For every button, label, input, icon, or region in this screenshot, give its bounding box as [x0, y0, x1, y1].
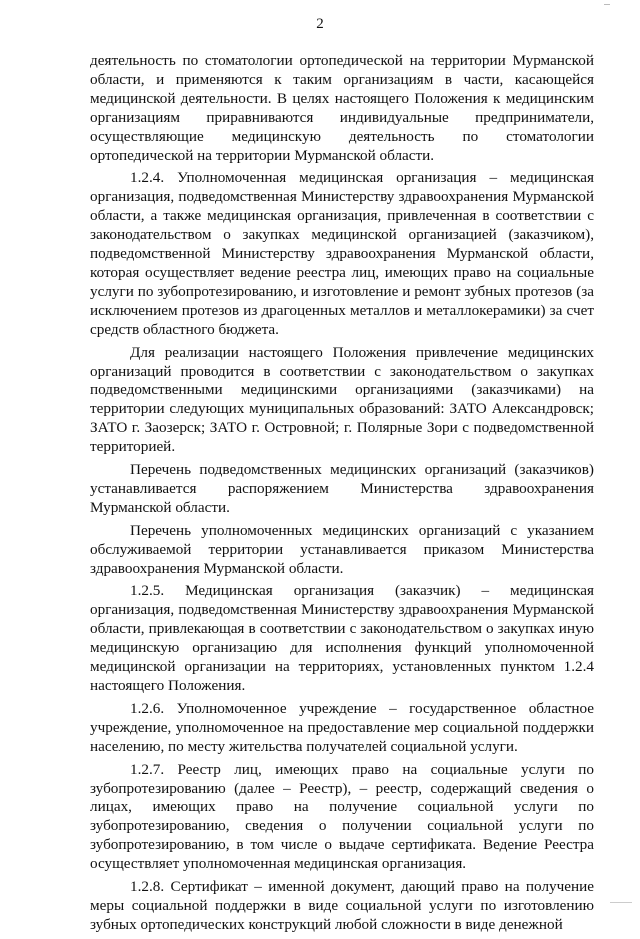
scan-edge-mark — [610, 902, 632, 903]
paragraph-1-2-5: 1.2.5. Медицинская организация (заказчик) – медицинская организация, подведомственная Министерству здравоохранения Мурманской области, привлекающая в соответствии с законодательством о закупках иную медицинскую организацию для исполнения функций уполномоченной медицинской организации на территориях, установленных пунктом 1.2.4 настоящего Положения. — [90, 582, 594, 694]
paragraph-continuation: деятельность по стоматологии ортопедической на территории Мурманской области, и применяются к таким организациям в части, касающейся медицинской деятельности. В целях настоящего Положения к медицинским организациям приравниваются индивидуальные предприниматели, осуществляющие медицинскую деятельность по стоматологии ортопедической на территории Мурманской области. — [90, 52, 594, 164]
scan-corner-mark — [604, 4, 610, 5]
paragraph-procurement: Для реализации настоящего Положения привлечение медицинских организаций проводится в соответствии с законодательством о закупках подведомственными медицинскими организациями (заказчиками) на территории следующих муниципальных образований: ЗАТО Александровск; ЗАТО г. Заозерск; ЗАТО г. Островной; г. Полярные Зори с подведомственной территорией. — [90, 343, 594, 456]
paragraph-1-2-7: 1.2.7. Реестр лиц, имеющих право на социальные услуги по зубопротезированию (далее – Реестр), – реестр, содержащий сведения о лицах, имеющих право на получение социальной услуги по зубопротезированию, сведения о получении социальной услуги по зубопротезированию, в том числе о выдаче сертификата. Ведение Реестра осуществляет уполномоченная медицинская организация. — [90, 760, 594, 873]
document-body — [90, 52, 594, 939]
paragraph-subordinate-list: Перечень подведомственных медицинских организаций (заказчиков) устанавливается распоряжением Министерства здравоохранения Мурманской области. — [90, 461, 594, 516]
paragraph-authorized-list: Перечень уполномоченных медицинских организаций с указанием обслуживаемой территории устанавливается приказом Министерства здравоохранения Мурманской области. — [90, 521, 594, 577]
paragraph-1-2-8: 1.2.8. Сертификат – именной документ, дающий право на получение меры социальной поддержки в виде социальной услуги по изготовлению зубных ортопедических конструкций любой сложности в виде денежной — [90, 878, 594, 933]
page-number: 2 — [316, 16, 324, 32]
paragraph-1-2-4: 1.2.4. Уполномоченная медицинская организация – медицинская организация, подведомственная Министерству здравоохранения Мурманской области, а также медицинская организация, привлеченная в соответствии с законодательством о закупках медицинской организацией (заказчиком), подведомственной Министерству здравоохранения Мурманской области, которая осуществляет ведение реестра лиц, имеющих право на социальные услуги по зубопротезированию, и изготовление и ремонт зубных протезов (за исключением протезов из драгоценных металлов и металлокерамики) за счет средств областного бюджета. — [90, 169, 594, 338]
paragraph-1-2-6: 1.2.6. Уполномоченное учреждение – государственное областное учреждение, уполномоченное на предоставление мер социальной поддержки населению, по месту жительства получателей социальной услуги. — [90, 699, 594, 755]
